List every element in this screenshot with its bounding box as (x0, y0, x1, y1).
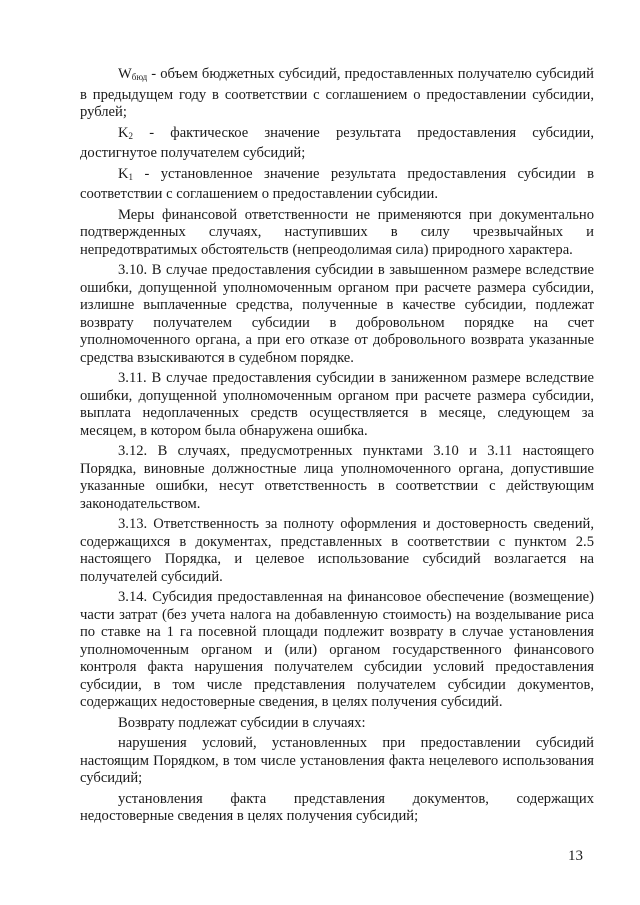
symbol-k2: $K_2$ (118, 124, 134, 141)
paragraph-wbud: $W_{бюд}$ - объем бюджетных субсидий, предоставленных получателю субсидий в предыдущем году в соответствии с соглашением о предоставлении субсидии, рублей; (80, 66, 594, 120)
paragraph-vozvrat: Возврату подлежат субсидии в случаях: (118, 714, 366, 731)
paragraph-k2: $K_2$ - фактическое значение результата предоставления субсидии, достигнутое получателем субсидий; (80, 124, 594, 161)
document-page (80, 66, 594, 829)
paragraph-3-14: 3.14. Субсидия предоставленная на финансовое обеспечение (возмещение) части затрат (без учета налога на добавленную стоимость) на возделывание риса по ставке на 1 га посевной площади подлежит возврату в случае установления уполномоченным органом и (или) органом государственного финансового контроля факта нарушения получателем субсидии условий предоставления субсидии, в том числе представления получателем субсидии документов, содержащих недостоверные сведения, в целях получения субсидий. (80, 589, 594, 710)
symbol-wbud: $W_{бюд}$ (118, 66, 148, 82)
paragraph-3-13: 3.13. Ответственность за полноту оформления и достоверность сведений, содержащихся в документах, представленных в соответствии с пунктом 2.5 настоящего Порядка, и целевое использование субсидий возлагается на получателей субсидий. (80, 516, 594, 585)
paragraph-3-12: 3.12. В случаях, предусмотренных пунктами 3.10 и 3.11 настоящего Порядка, виновные должностные лица уполномоченного органа, допустившие указанные ошибки, несут ответственность в соответствии с действующим законодательством. (80, 443, 594, 512)
page-number: 13 (568, 848, 583, 864)
paragraph-3-11: 3.11. В случае предоставления субсидии в заниженном размере вследствие ошибки, допущенной уполномоченным органом при расчете размера субсидии, выплата недоплаченных средств осуществляется в месяце, следующем за месяцем, в котором была обнаружена ошибка. (80, 370, 594, 439)
paragraph-mery: Меры финансовой ответственности не применяются при документально подтвержденных случаях, наступивших в силу чрезвычайных и непредотвратимых обстоятельств (непреодолимая сила) природного характера. (80, 206, 594, 258)
paragraph-3-10: 3.10. В случае предоставления субсидии в завышенном размере вследствие ошибки, допущенной уполномоченным органом при расчете размера субсидии, излишне выплаченные средства, полученные в качестве субсидии, подлежат возврату получателем субсидии в добровольном порядке на счет уполномоченного органа, а при его отказе от добровольного возврата указанные средства взыскиваются в судебном порядке. (80, 262, 594, 366)
paragraph-ustanovlenie: установления факта представления документов, содержащих недостоверные сведения в целях получения субсидий; (80, 790, 594, 824)
paragraph-k1: $K_1$ - установленное значение результата предоставления субсидии в соответствии с соглашением о предоставлении субсидии. (80, 165, 594, 202)
paragraph-narushenie: нарушения условий, установленных при предоставлении субсидий настоящим Порядком, в том числе установления факта нецелевого использования субсидий; (80, 735, 594, 786)
symbol-k1: $K_1$ (118, 165, 134, 182)
